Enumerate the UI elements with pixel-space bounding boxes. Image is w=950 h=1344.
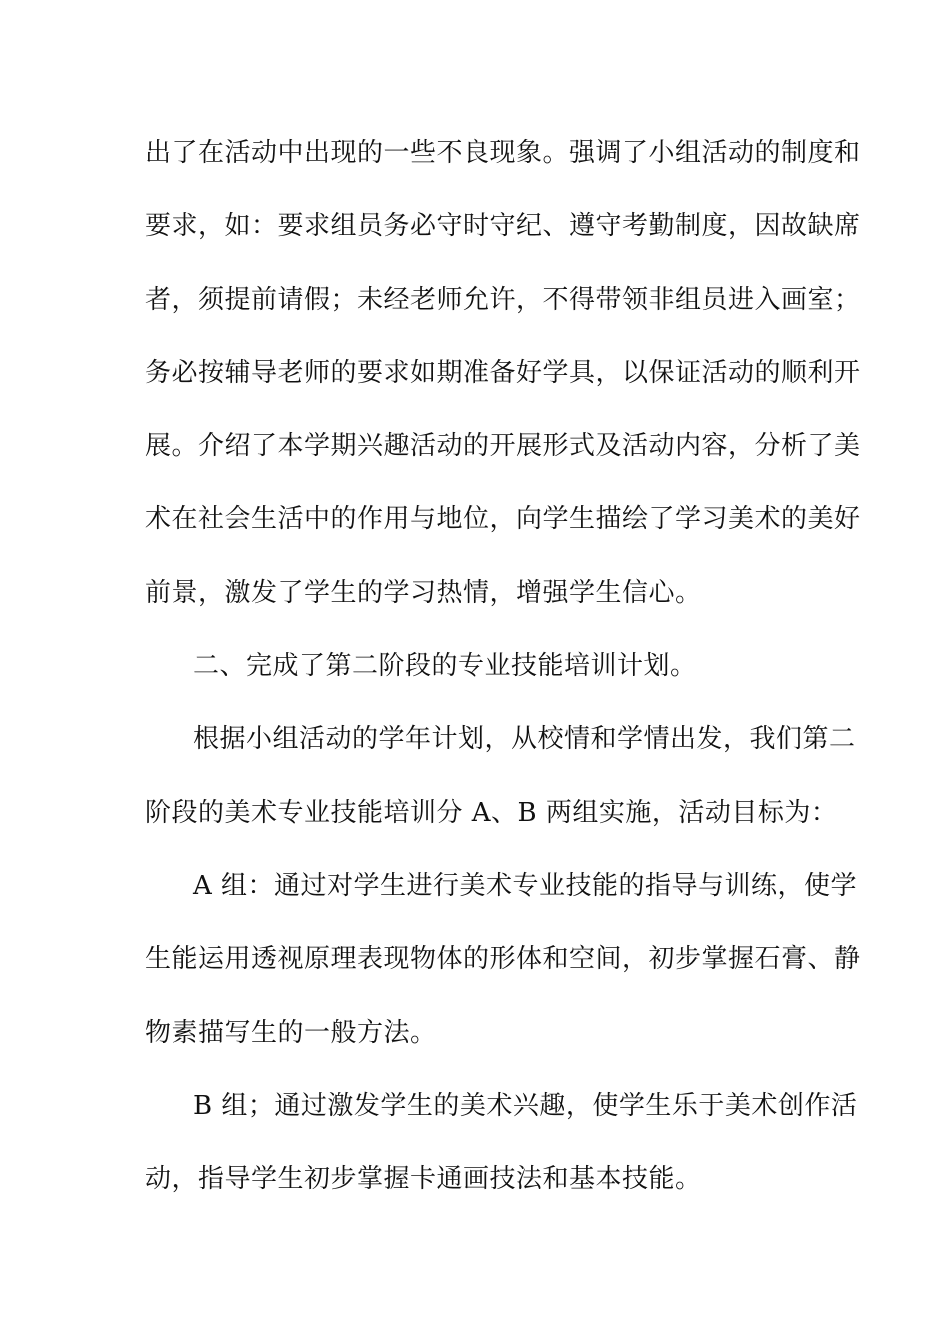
paragraph-line: 者，须提前请假；未经老师允许，不得带领非组员进入画室；: [145, 285, 861, 315]
paragraph-line: 前景，激发了学生的学习热情，增强学生信心。: [145, 578, 702, 608]
paragraph-line: 展。介绍了本学期兴趣活动的开展形式及活动内容，分析了美: [145, 431, 861, 461]
paragraph-line: 生能运用透视原理表现物体的形体和空间，初步掌握石膏、静: [145, 944, 861, 974]
paragraph-line: 出了在活动中出现的一些不良现象。强调了小组活动的制度和: [145, 138, 861, 168]
paragraph-line: 根据小组活动的学年计划，从校情和学情出发，我们第二: [193, 724, 856, 754]
paragraph-line: A 组：通过对学生进行美术专业技能的指导与训练，使学: [193, 871, 858, 901]
paragraph-line: B 组；通过激发学生的美术兴趣，使学生乐于美术创作活: [193, 1091, 858, 1121]
paragraph-line: 务必按辅导老师的要求如期准备好学具，以保证活动的顺利开: [145, 358, 861, 388]
paragraph-line: 术在社会生活中的作用与地位，向学生描绘了学习美术的美好: [145, 504, 861, 534]
paragraph-line: 物素描写生的一般方法。: [145, 1018, 437, 1048]
section-heading: 二、完成了第二阶段的专业技能培训计划。: [193, 651, 697, 681]
paragraph-line: 动，指导学生初步掌握卡通画技法和基本技能。: [145, 1164, 702, 1194]
paragraph-line: 阶段的美术专业技能培训分 A、B 两组实施，活动目标为：: [145, 798, 838, 828]
paragraph-line: 要求，如：要求组员务必守时守纪、遵守考勤制度，因故缺席: [145, 211, 861, 241]
